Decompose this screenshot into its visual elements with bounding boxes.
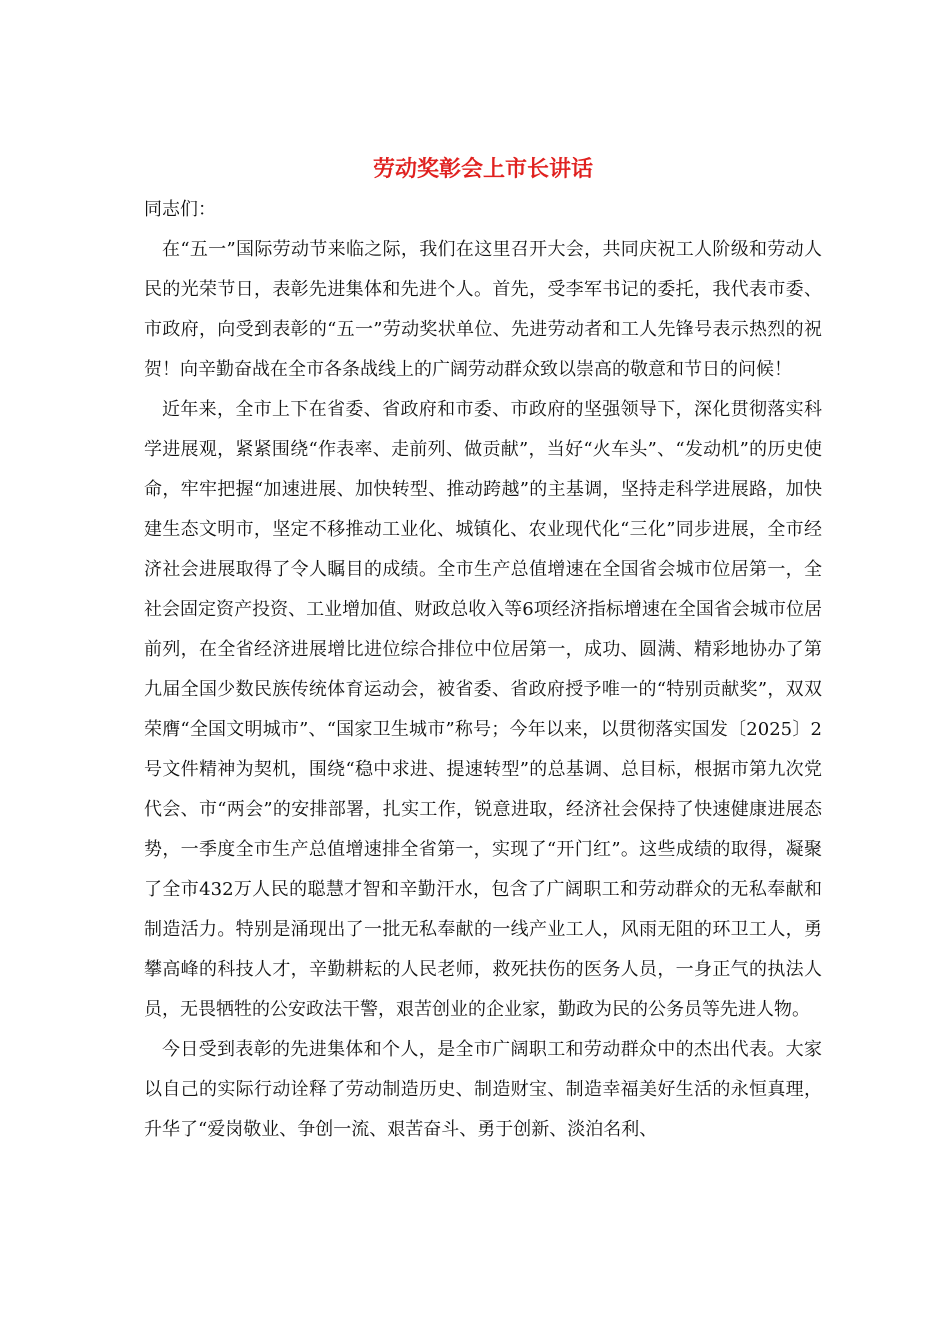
paragraph-2: 近年来，全市上下在省委、省政府和市委、市政府的坚强领导下，深化贯彻落实科学进展观，紧紧围绕“作表率、走前列、做贡献”，当好“火车头”、“发动机”的历史使命，牢牢把握“加速进展、加快转型、推动跨越”的主基调，坚持走科学进展路，加快建生态文明市，坚定不移推动工业化、城镇化、农业现代化“三化”同步进展，全市经济社会进展取得了令人瞩目的成绩。全市生产总值增速在全国省会城市位居第一，全社会固定资产投资、工业增加值、财政总收入等6项经济指标增速在全国省会城市位居前列，在全省经济进展增比进位综合排位中位居第一，成功、圆满、精彩地协办了第九届全国少数民族传统体育运动会，被省委、省政府授予唯一的“特别贡献奖”，双双荣膺“全国文明城市”、“国家卫生城市”称号；今年以来，以贯彻落实国发〔2025〕2号文件精神为契机，围绕“稳中求进、提速转型”的总基调、总目标，根据市第九次党代会、市“两会”的安排部署，扎实工作，锐意进取，经济社会保持了快速健康进展态势，一季度全市生产总值增速排全省第一，实现了“开门红”。这些成绩的取得，凝聚了全市432万人民的聪慧才智和辛勤汗水，包含了广阔职工和劳动群众的无私奉献和制造活力。特别是涌现出了一批无私奉献的一线产业工人，风雨无阻的环卫工人，勇攀高峰的科技人才，辛勤耕耘的人民老师，救死扶伤的医务人员，一身正气的执法人员，无畏牺牲的公安政法干警，艰苦创业的企业家，勤政为民的公务员等先进人物。 (144, 399, 822, 1020)
document-title: 劳动奖彰会上市长讲话 (372, 157, 593, 182)
salutation: 同志们： (144, 199, 216, 220)
paragraph-3: 今日受到表彰的先进集体和个人，是全市广阔职工和劳动群众中的杰出代表。大家以自己的实际行动诠释了劳动制造历史、制造财宝、制造幸福美好生活的永恒真理，升华了“爱岗敬业、争创一流、艰苦奋斗、勇于创新、淡泊名利、 (144, 1039, 822, 1140)
paragraph-1: 在“五一”国际劳动节来临之际，我们在这里召开大会，共同庆祝工人阶级和劳动人民的光荣节日，表彰先进集体和先进个人。首先，受李军书记的委托，我代表市委、市政府，向受到表彰的“五一”劳动奖状单位、先进劳动者和工人先锋号表示热烈的祝贺！向辛勤奋战在全市各条战线上的广阔劳动群众致以崇高的敬意和节日的问候！ (144, 239, 822, 380)
